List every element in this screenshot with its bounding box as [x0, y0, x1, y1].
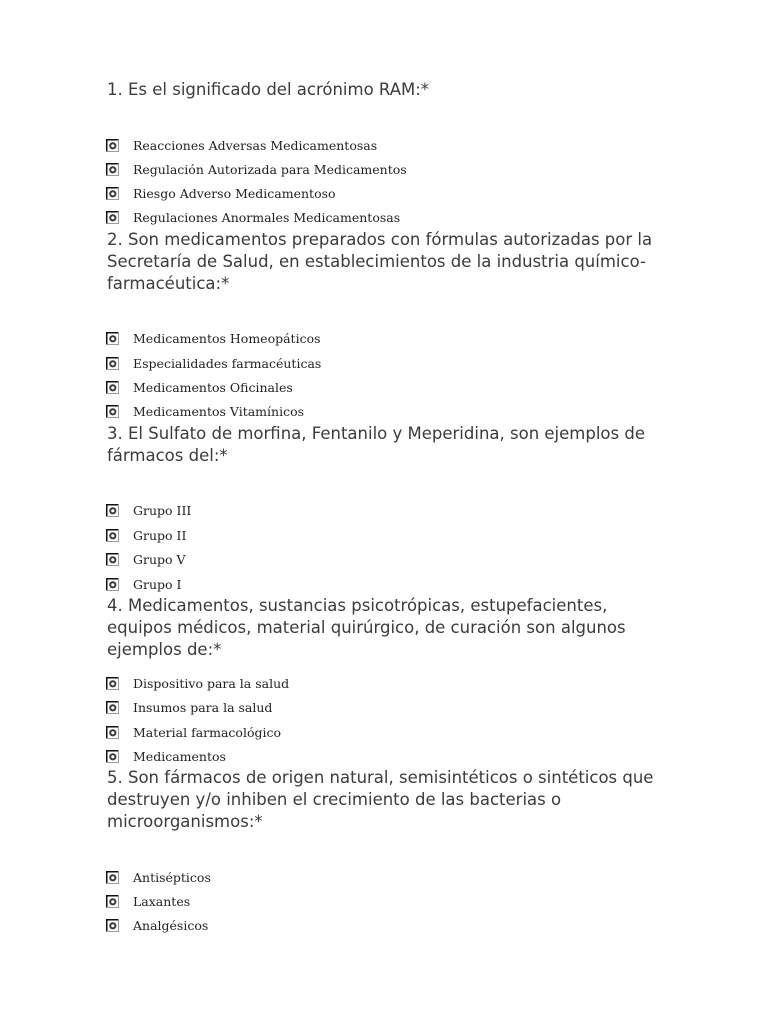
radio-button-icon[interactable]: [106, 871, 119, 884]
option-label[interactable]: Material farmacológico: [133, 725, 282, 740]
radio-button-icon[interactable]: [106, 553, 119, 566]
radio-button-icon[interactable]: [106, 381, 119, 394]
option-label[interactable]: Especialidades farmacéuticas: [133, 356, 322, 371]
option-label[interactable]: Grupo V: [133, 552, 186, 567]
option-label[interactable]: Regulaciones Anormales Medicamentosas: [133, 210, 401, 225]
radio-button-icon[interactable]: [106, 895, 119, 908]
option-label[interactable]: Grupo I: [133, 577, 182, 592]
radio-button-icon[interactable]: [106, 677, 119, 690]
q1-option-4[interactable]: [106, 209, 506, 229]
q3-option-2[interactable]: [106, 527, 506, 547]
option-label[interactable]: Antisépticos: [133, 870, 211, 885]
q3-option-3[interactable]: [106, 551, 506, 571]
question-3-text: 3. El Sulfato de morfina, Fentanilo y Meperidina, son ejemplos de fármacos del:*: [107, 424, 645, 465]
q4-option-1[interactable]: [106, 675, 506, 695]
radio-button-icon[interactable]: [106, 750, 119, 763]
question-4-text: 4. Medicamentos, sustancias psicotrópicas, estupefacientes, equipos médicos, material quirúrgico, de curación son algunos ejemplos de:*: [107, 596, 626, 659]
option-label[interactable]: Reacciones Adversas Medicamentosas: [133, 138, 378, 153]
option-label[interactable]: Grupo II: [133, 528, 187, 543]
q5-option-2[interactable]: [106, 893, 506, 913]
option-label[interactable]: Regulación Autorizada para Medicamentos: [133, 162, 407, 177]
q3-option-4[interactable]: [106, 576, 506, 596]
radio-button-icon[interactable]: [106, 529, 119, 542]
option-label[interactable]: Insumos para la salud: [133, 700, 273, 715]
radio-button-icon[interactable]: [106, 357, 119, 370]
option-label[interactable]: Laxantes: [133, 894, 191, 909]
radio-button-icon[interactable]: [106, 405, 119, 418]
q3-option-1[interactable]: [106, 502, 506, 522]
radio-button-icon[interactable]: [106, 919, 119, 932]
question-5-text: 5. Son fármacos de origen natural, semisintéticos o sintéticos que destruyen y/o inhiben el crecimiento de las bacterias o microorganismos:*: [107, 768, 654, 831]
option-label[interactable]: Medicamentos Oficinales: [133, 380, 293, 395]
radio-button-icon[interactable]: [106, 701, 119, 714]
radio-button-icon[interactable]: [106, 578, 119, 591]
option-label[interactable]: Riesgo Adverso Medicamentoso: [133, 186, 336, 201]
radio-button-icon[interactable]: [106, 211, 119, 224]
q4-option-3[interactable]: [106, 724, 506, 744]
q1-option-2[interactable]: [106, 161, 506, 181]
option-label[interactable]: Medicamentos: [133, 749, 226, 764]
q4-option-2[interactable]: [106, 699, 506, 719]
q5-option-1[interactable]: [106, 869, 506, 889]
option-label[interactable]: Analgésicos: [133, 918, 209, 933]
option-label[interactable]: Grupo III: [133, 503, 192, 518]
q1-option-1[interactable]: [106, 137, 506, 157]
q2-option-4[interactable]: [106, 403, 506, 423]
radio-button-icon[interactable]: [106, 163, 119, 176]
option-label[interactable]: Dispositivo para la salud: [133, 676, 290, 691]
q2-option-1[interactable]: [106, 330, 506, 350]
question-1-text: 1. Es el significado del acrónimo RAM:*: [107, 80, 430, 99]
radio-button-icon[interactable]: [106, 332, 119, 345]
q1-option-3[interactable]: [106, 185, 506, 205]
radio-button-icon[interactable]: [106, 139, 119, 152]
question-2-text: 2. Son medicamentos preparados con fórmulas autorizadas por la Secretaría de Salud, en establecimientos de la industria químico-farmacéutica:*: [107, 230, 653, 293]
q2-option-2[interactable]: [106, 355, 506, 375]
radio-button-icon[interactable]: [106, 187, 119, 200]
option-label[interactable]: Medicamentos Homeopáticos: [133, 331, 321, 346]
radio-button-icon[interactable]: [106, 726, 119, 739]
option-label[interactable]: Medicamentos Vitamínicos: [133, 404, 305, 419]
q5-option-3[interactable]: [106, 917, 506, 937]
q2-option-3[interactable]: [106, 379, 506, 399]
q4-option-4[interactable]: [106, 748, 506, 768]
radio-button-icon[interactable]: [106, 504, 119, 517]
